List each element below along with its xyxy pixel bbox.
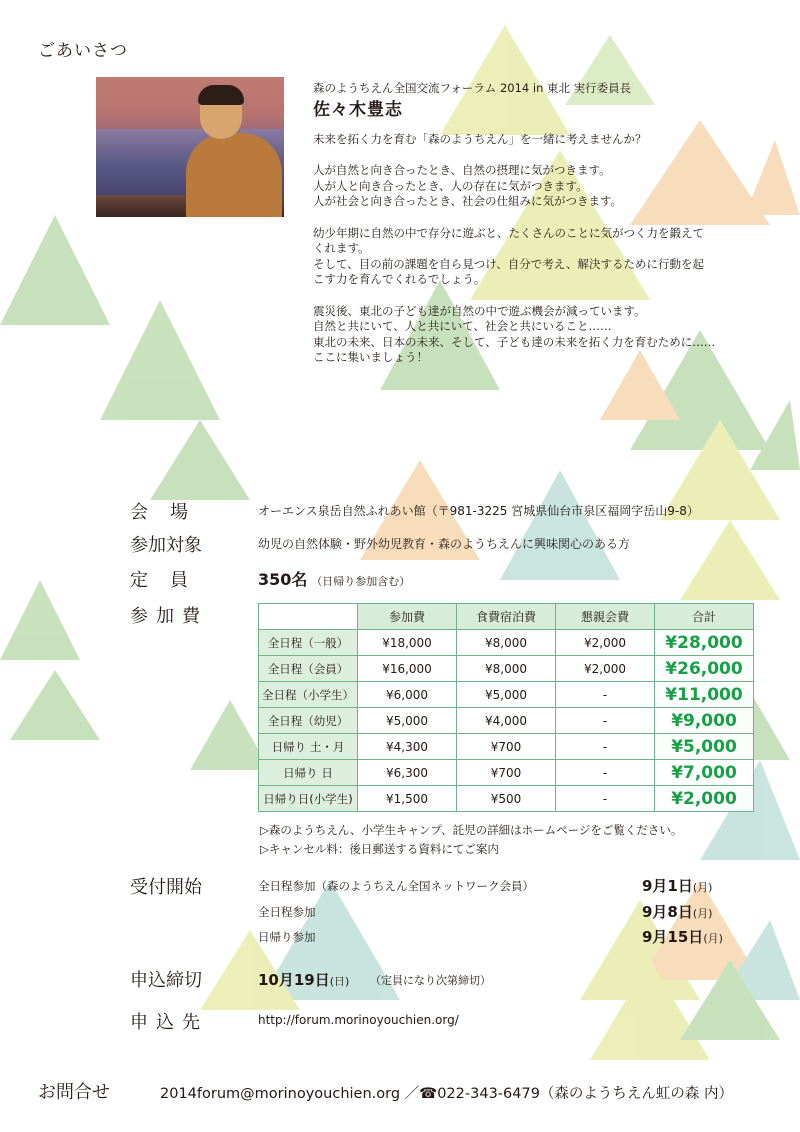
note-cancel: ▷キャンセル料：後日郵送する資料にてご案内 [260,842,499,856]
message-line: 未来を拓く力を育む「森のようちえん」を一緒に考えませんか？ [313,132,647,146]
bg-triangle [0,215,110,325]
note-details: ▷森のようちえん、小学生キャンプ、託児の詳細はホームページをご覧ください。 [260,823,683,837]
fee-row [259,786,754,812]
venue-text: オーエンス泉岳自然ふれあい館（〒981-3225 宮城県仙台市泉区福岡字岳山9-8） [258,504,699,518]
photo-person-body [186,133,282,217]
apply-label: 申込先 [130,1012,208,1033]
chair-photo [96,77,284,217]
fee-cell: ¥8,000 [457,656,556,682]
fee-row [259,682,754,708]
fee-row-label: 全日程（一般） [259,630,358,656]
fee-total: ¥9,000 [655,708,754,734]
fee-header-blank [259,604,358,630]
reception-date-value: 9月1日 [642,877,693,895]
message-line: ここに集いましょう！ [313,350,428,365]
fee-cell: ¥18,000 [358,630,457,656]
message-line: 人が社会と向き合ったとき、社会の仕組みに気がつきます。 [313,194,623,209]
fee-cell: ¥4,300 [358,734,457,760]
fee-total: ¥7,000 [655,760,754,786]
target-label: 参加対象 [130,535,202,556]
fee-cell: ¥5,000 [457,682,556,708]
reception-date-value: 9月8日 [642,903,693,921]
bg-triangle [100,300,220,420]
fee-row-label: 全日程（幼児） [259,708,358,734]
fee-cell: ¥700 [457,760,556,786]
fee-cell: ¥8,000 [457,630,556,656]
deadline-label: 申込締切 [130,970,202,991]
fee-row-label: 日帰り 日 [259,760,358,786]
fee-cell: - [556,682,655,708]
reception-item: 全日程参加 [258,905,316,919]
capacity-value: 350名 [258,570,308,589]
venue-label: 会場 [130,502,210,523]
fee-table-header-row [259,604,754,630]
capacity-note: （日帰り参加含む） [311,575,411,588]
reception-item: 日帰り参加 [258,930,316,944]
capacity-label: 定員 [130,570,210,591]
bg-triangle [150,420,250,500]
message-line: くれます。 [313,241,370,256]
fee-cell: ¥4,000 [457,708,556,734]
fee-cell: - [556,708,655,734]
greeting-heading: ごあいさつ [38,41,128,61]
fee-cell: ¥1,500 [358,786,457,812]
message-line: 人が人と向き合ったとき、人の存在に気がつきます。 [313,178,588,193]
fee-row-label: 全日程（小学生） [259,682,358,708]
reception-label: 受付開始 [130,877,202,898]
fee-row [259,760,754,786]
fee-row [259,708,754,734]
reception-item: 全日程参加（森のようちえん全国ネットワーク会員） [258,879,534,893]
fee-row-label: 全日程（会員） [259,656,358,682]
fee-header: 参加費 [358,604,457,630]
deadline-date [258,969,349,990]
target-text: 幼児の自然体験・野外幼児教育・森のようちえんに興味関心のある方 [258,537,631,551]
message-line: 震災後、東北の子ども達が自然の中で遊ぶ機会が減っています。 [313,303,646,318]
reception-date [642,875,712,896]
chair-name: 佐々木豊志 [313,100,403,120]
fee-header-total: 合計 [655,604,754,630]
reception-date-dow: (月) [692,881,713,894]
contact-info[interactable]: 2014forum@morinoyouchien.org ／☎022-343-6479（森のようちえん虹の森 内） [160,1086,734,1102]
fee-total: ¥26,000 [655,656,754,682]
reception-date [642,926,723,947]
fee-total: ¥28,000 [655,630,754,656]
fee-total: ¥11,000 [655,682,754,708]
fee-cell: ¥6,300 [358,760,457,786]
bg-triangle [10,670,100,740]
deadline-note: （定員になり次第締切） [370,974,491,987]
reception-date [642,901,712,922]
bg-triangle [0,580,80,660]
reception-date-value: 9月15日 [642,928,704,946]
fee-header: 食費宿泊費 [457,604,556,630]
bg-triangle [500,470,620,580]
deadline-date-dow: (日) [329,975,350,988]
fee-table [258,603,754,812]
fee-row-label: 日帰り日(小学生) [259,786,358,812]
committee-title: 森のようちえん全国交流フォーラム 2014 in 東北 実行委員長 [313,81,632,95]
deadline-date-value: 10月19日 [258,971,330,989]
fee-row [259,734,754,760]
message-line: こす力を育んでくれるでしょう。 [313,272,486,287]
fee-row [259,656,754,682]
fee-cell: - [556,734,655,760]
reception-date-dow: (月) [692,907,713,920]
bg-triangle [680,520,780,600]
reception-date-dow: (月) [703,932,723,945]
fee-row-label: 日帰り 土・月 [259,734,358,760]
fee-cell: - [556,786,655,812]
message-line: 幼少年期に自然の中で存分に遊ぶと、たくさんのことに気がつく力を鍛えて [313,225,704,240]
fee-cell: ¥6,000 [358,682,457,708]
message-line: そして、目の前の課題を自ら見つけ、自分で考え、解決するために行動を起 [313,256,704,271]
fee-cell: ¥5,000 [358,708,457,734]
message-line: 人が自然と向き合ったとき、自然の摂理に気がつきます。 [313,163,611,178]
message-line: 東北の未来、日本の未来、そして、子ども達の未来を拓く力を育むために…… [313,334,716,349]
fee-cell: - [556,760,655,786]
greeting-message [313,132,743,382]
photo-person-hair [198,85,244,105]
fee-total: ¥5,000 [655,734,754,760]
fee-cell: ¥2,000 [556,656,655,682]
fee-cell: ¥2,000 [556,630,655,656]
bg-triangle [745,140,800,215]
fee-total: ¥2,000 [655,786,754,812]
contact-heading: お問合せ [38,1082,110,1103]
fee-cell: ¥700 [457,734,556,760]
apply-url-link[interactable]: http://forum.morinoyouchien.org/ [258,1013,459,1027]
message-line: 自然と共にいて、人と共にいて、社会と共にいること…… [313,319,612,334]
fee-header: 懇親会費 [556,604,655,630]
fee-row [259,630,754,656]
fee-cell: ¥500 [457,786,556,812]
fee-cell: ¥16,000 [358,656,457,682]
capacity [258,567,410,590]
fee-label: 参加費 [130,606,208,627]
